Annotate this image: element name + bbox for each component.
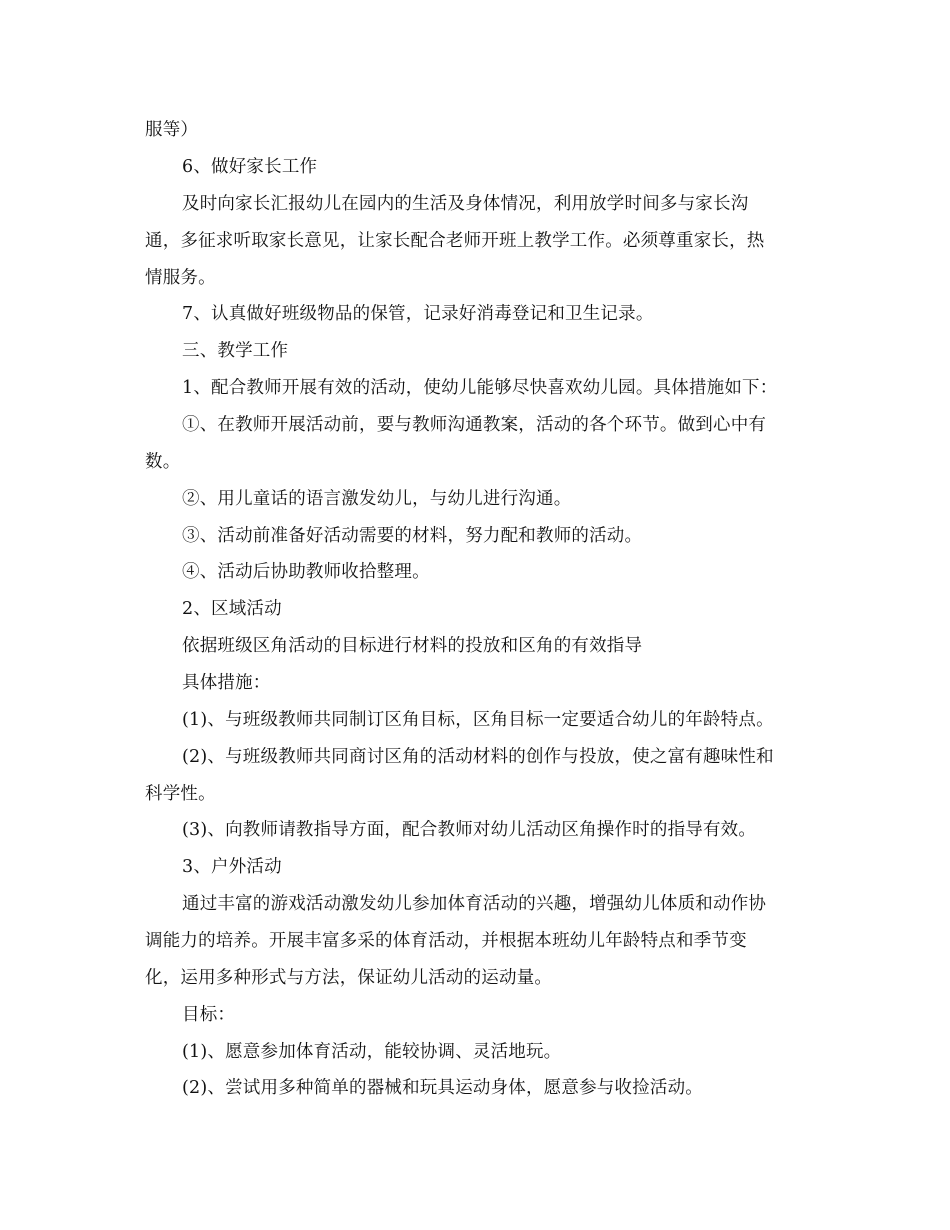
paragraph-line: 情服务。 (145, 268, 216, 288)
paragraph-line: 通过丰富的游戏活动激发幼儿参加体育活动的兴趣，增强幼儿体质和动作协 (182, 894, 767, 914)
section-heading-parent-work: 6、做好家长工作 (182, 157, 318, 177)
section-heading-teaching-work: 三、教学工作 (182, 341, 289, 361)
paragraph-line: 调能力的培养。开展丰富多采的体育活动，并根据本班幼儿年龄特点和季节变 (145, 931, 747, 951)
list-item: (2)、与班级教师共同商讨区角的活动材料的创作与投放，使之富有趣味性和 (182, 747, 774, 767)
paragraph-line: 依据班级区角活动的目标进行材料的投放和区角的有效指导 (182, 636, 643, 656)
paragraph-line: 具体措施： (182, 673, 271, 693)
paragraph-line: 及时向家长汇报幼儿在园内的生活及身体情况，利用放学时间多与家长沟 (182, 194, 749, 214)
paragraph-line: 7、认真做好班级物品的保管，记录好消毒登记和卫生记录。 (182, 304, 654, 324)
list-item: (1)、愿意参加体育活动，能较协调、灵活地玩。 (182, 1042, 562, 1062)
text-line-1: 服等） (145, 120, 199, 140)
paragraph-line: 数。 (145, 452, 181, 472)
list-item: (3)、向教师请教指导方面，配合教师对幼儿活动区角操作时的指导有效。 (182, 820, 757, 840)
list-item: ②、用儿童话的语言激发幼儿，与幼儿进行沟通。 (182, 489, 572, 509)
section-heading-area-activity: 2、区域活动 (182, 599, 282, 619)
paragraph-line: 科学性。 (145, 784, 216, 804)
list-item: (1)、与班级教师共同制订区角目标，区角目标一定要适合幼儿的年龄特点。 (182, 710, 774, 730)
list-item: (2)、尝试用多种简单的器械和玩具运动身体，愿意参与收捡活动。 (182, 1078, 703, 1098)
paragraph-line: 化，运用多种形式与方法，保证幼儿活动的运动量。 (145, 968, 553, 988)
paragraph-line: 1、配合教师开展有效的活动，使幼儿能够尽快喜欢幼儿园。具体措施如下： (182, 378, 778, 398)
list-item: ③、活动前准备好活动需要的材料，努力配和教师的活动。 (182, 526, 643, 546)
section-heading-outdoor-activity: 3、户外活动 (182, 857, 282, 877)
list-item: ④、活动后协助教师收拾整理。 (182, 562, 430, 582)
paragraph-line: 通，多征求听取家长意见，让家长配合老师开班上教学工作。必须尊重家长，热 (145, 231, 765, 251)
paragraph-line: 目标： (182, 1005, 236, 1025)
list-item: ①、在教师开展活动前，要与教师沟通教案，活动的各个环节。做到心中有 (182, 415, 767, 435)
